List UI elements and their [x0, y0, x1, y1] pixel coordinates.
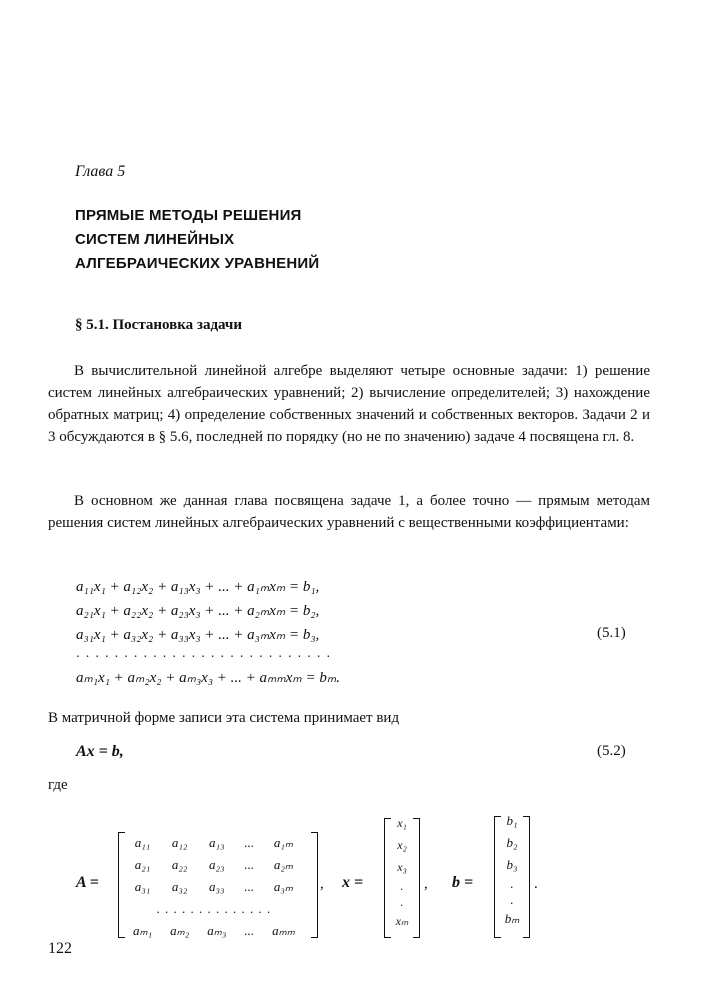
- vector-entry: x₂: [397, 838, 407, 852]
- vector-entry: x₃: [397, 860, 407, 874]
- matrix-cell: aₘₘ: [272, 923, 295, 938]
- matrix-a: [118, 832, 318, 940]
- matrix-row-dots: [124, 898, 304, 920]
- vector-entry: b₁: [506, 813, 518, 828]
- vector-x: [384, 812, 420, 942]
- matrix-row: [124, 876, 304, 898]
- matrix-cell: a₂ₘ: [273, 857, 294, 872]
- matrix-dots: . . . . . . . . . . . . . .: [156, 901, 272, 916]
- matrix-cell: ...: [244, 879, 255, 894]
- matrix-cell: ...: [244, 835, 255, 850]
- vector-entry: .: [400, 895, 404, 909]
- chapter-title-line-3: АЛГЕБРАИЧЕСКИХ УРАВНЕНИЙ: [75, 255, 320, 272]
- paragraph-1-text: В вычислительной линейной алгебре выделяют четыре основные задачи: 1) решение систем линейных алгебраических уравнений; 2) вычисление определителей; 3) нахождение обратных матриц; 4) определение собственных значений и собственных векторов. Задачи 2 и 3 обсуждаются в § 5.6, последней по порядку (но не по значению) задаче 4 посвящена гл. 8.: [48, 363, 650, 445]
- matrix-row: [124, 854, 304, 876]
- vector-b-label: b =: [452, 874, 474, 891]
- matrix-cell: a₃₂: [171, 879, 188, 894]
- comma-after-x: ,: [424, 876, 428, 892]
- chapter-title-line-1: ПРЯМЫЕ МЕТОДЫ РЕШЕНИЯ: [75, 207, 302, 224]
- vector-entry: .: [510, 876, 514, 891]
- matrix-cell: a₁₁: [134, 835, 151, 850]
- equation-number-5-2: (5.2): [597, 743, 626, 759]
- matrix-cell: a₃ₘ: [273, 879, 294, 894]
- vector-entry: .: [510, 892, 514, 907]
- matrix-cell: a₁₃: [209, 835, 225, 850]
- matrix-a-label: A =: [76, 874, 99, 891]
- right-bracket-icon: [311, 832, 318, 938]
- page-number: 122: [48, 940, 72, 957]
- vector-b: [494, 810, 530, 942]
- matrix-cell: a₂₂: [171, 857, 188, 872]
- vector-x-label: x =: [342, 874, 364, 891]
- paragraph-2-text: В основном же данная глава посвящена задаче 1, а более точно — прямым методам решения систем линейных алгебраических уравнений с вещественными коэффициентами:: [48, 493, 650, 531]
- chapter-title-line-2: СИСТЕМ ЛИНЕЙНЫХ: [75, 231, 235, 248]
- matrix-a-table: [124, 832, 304, 942]
- matrix-cell: a₃₁: [134, 879, 151, 894]
- section-heading: § 5.1. Постановка задачи: [75, 317, 243, 333]
- matrix-cell: a₂₃: [209, 857, 225, 872]
- system-row-dots: . . . . . . . . . . . . . . . . . . . . . . . . . . .: [76, 646, 332, 660]
- vector-entry: .: [400, 879, 404, 893]
- matrix-cell: aₘ₃: [207, 923, 227, 938]
- where-word: где: [48, 777, 68, 793]
- vector-entry: x₁: [397, 816, 407, 830]
- vector-b-entries: [497, 810, 527, 930]
- system-row-m: aₘ₁x₁ + aₘ₂x₂ + aₘ₃x₃ + ... + aₘₘxₘ = bₘ.: [76, 670, 340, 686]
- matrix-cell: ...: [244, 857, 255, 872]
- matrix-cell: a₁₂: [171, 835, 188, 850]
- paragraph-2: [48, 490, 650, 534]
- matrix-cell: aₘ₁: [133, 923, 153, 938]
- system-row-1: a₁₁x₁ + a₁₂x₂ + a₁₃x₃ + ... + a₁ₘxₘ = b₁,: [76, 579, 320, 595]
- vector-entry: b₂: [506, 835, 518, 850]
- matrix-cell: a₃₃: [209, 879, 225, 894]
- comma-after-a: ,: [320, 876, 324, 892]
- matrix-cell: ...: [244, 923, 255, 938]
- system-row-2: a₂₁x₁ + a₂₂x₂ + a₂₃x₃ + ... + a₂ₘxₘ = b₂,: [76, 603, 320, 619]
- matrix-form-sentence: В матричной форме записи эта система принимает вид: [48, 710, 400, 726]
- vector-x-entries: [387, 812, 417, 932]
- system-row-3: a₃₁x₁ + a₃₂x₂ + a₃₃x₃ + ... + a₃ₘxₘ = b₃,: [76, 627, 320, 643]
- matrix-cell: a₁ₘ: [273, 835, 294, 850]
- vector-entry: xₘ: [395, 914, 409, 928]
- paragraph-1: [48, 360, 650, 448]
- matrix-cell: aₘ₂: [170, 923, 190, 938]
- matrix-row: [124, 920, 304, 942]
- matrix-cell: a₂₁: [134, 857, 151, 872]
- equation-ax-b: Ax = b,: [76, 743, 124, 760]
- chapter-heading: Глава 5: [75, 163, 126, 180]
- vector-entry: b₃: [506, 857, 518, 872]
- period-after-b: .: [534, 876, 538, 892]
- matrix-row: [124, 832, 304, 854]
- equation-number-5-1: (5.1): [597, 625, 626, 641]
- vector-entry: bₘ: [504, 911, 520, 926]
